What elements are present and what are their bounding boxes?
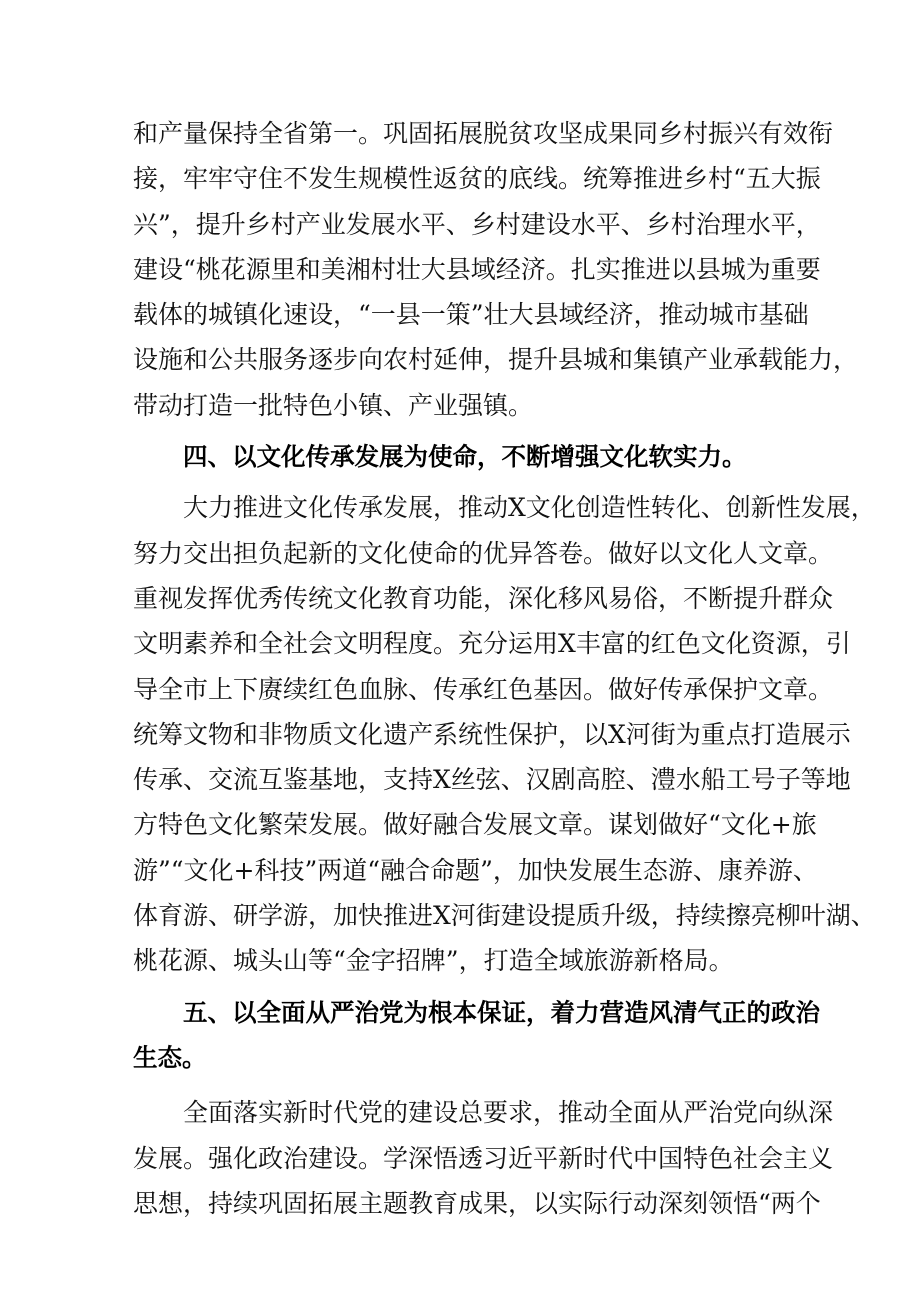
paragraph-line: 发展。强化政治建设。学深悟透习近平新时代中国特色社会主义 [133,1143,834,1173]
paragraph-line: 传承、交流互鉴基地，支持X丝弦、汉剧高腔、澧水船工号子等地 [133,765,851,795]
paragraph-line: 努力交出担负起新的文化使命的优异答卷。做好以文化人文章。 [133,538,834,568]
paragraph-line: 思想，持续巩固拓展主题教育成果，以实际行动深刻领悟“两个 [133,1188,821,1218]
paragraph-line: 方特色文化繁荣发展。做好融合发展文章。谋划做好“文化+旅 [133,810,817,840]
paragraph-line: 导全市上下赓续红色血脉、传承红色基因。做好传承保护文章。 [133,674,834,704]
paragraph-line: 和产量保持全省第一。巩固拓展脱贫攻坚成果同乡村振兴有效衔 [133,119,834,148]
paragraph-line: 体育游、研学游，加快推进X河街建设提质升级，持续擦亮柳叶湖、 [133,901,876,931]
paragraph-line: 桃花源、城头山等“金字招牌”，打造全域旅游新格局。 [133,946,734,976]
paragraph-line: 游”“文化+科技”两道“融合命题”，加快发展生态游、康养游、 [133,855,818,885]
paragraph-line: 载体的城镇化速设，“一县一策”壮大县域经济，推动城市基础 [133,300,809,330]
paragraph-line: 带动打造一批特色小镇、产业强镇。 [133,390,534,420]
section-heading-4: 四、以文化传承发展为使命，不断增强文化软实力。 [183,442,747,472]
section-heading-5-continuation: 生态。 [133,1042,207,1072]
paragraph-line: 设施和公共服务逐步向农村延伸，提升县城和集镇产业承载能力， [133,345,859,375]
paragraph-line: 大力推进文化传承发展，推动X文化创造性转化、创新性发展， [183,493,876,523]
paragraph-line: 文明素养和全社会文明程度。充分运用X丰富的红色文化资源，引 [133,629,851,659]
section-heading-5: 五、以全面从严治党为根本保证，着力营造风清气正的政治 [183,997,820,1027]
paragraph-line: 接，牢牢守住不发生规模性返贫的底线。统筹推进乡村“五大振 [133,164,821,194]
paragraph-line: 兴”，提升乡村产业发展水平、乡村建设水平、乡村治理水平， [133,209,821,239]
paragraph-line: 建设“桃花源里和美湘村壮大县域经济。扎实推进以县城为重要 [133,254,821,284]
paragraph-line: 全面落实新时代党的建设总要求，推动全面从严治党向纵深 [183,1098,834,1128]
document-body [133,111,876,1226]
paragraph-line: 重视发挥优秀传统文化教育功能，深化移风易俗，不断提升群众 [133,583,834,613]
paragraph-line: 统筹文物和非物质文化遗产系统性保护，以X河街为重点打造展示 [133,719,851,749]
